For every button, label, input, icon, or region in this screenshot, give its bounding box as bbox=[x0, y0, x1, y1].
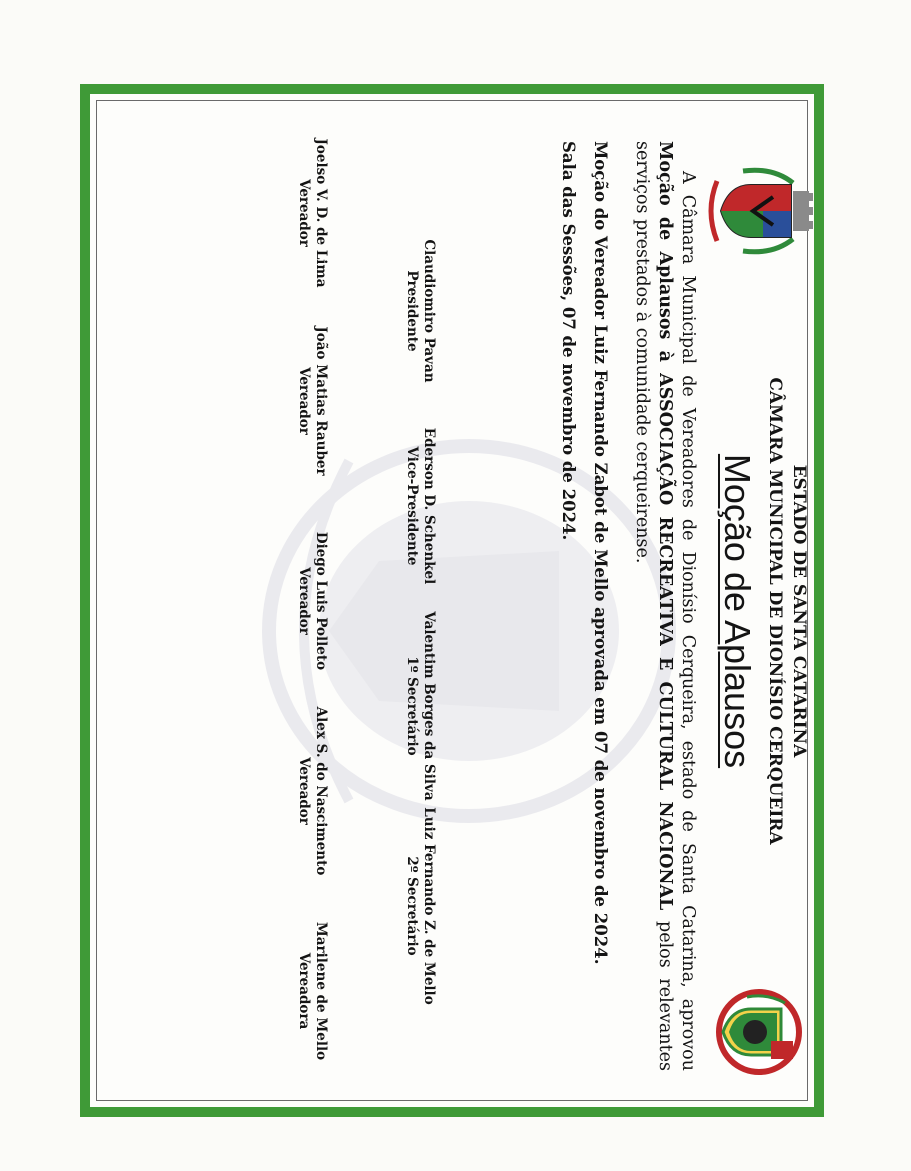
signer-role: 1º Secretário bbox=[404, 656, 420, 756]
signer-name: Claudiomiro Pavan bbox=[421, 239, 437, 383]
motion-text-part1: A Câmara Municipal de Vereadores de Dionísio Cerqueira, estado de Santa Catarina, aprovou bbox=[678, 171, 698, 1071]
signer-role: 2º Secretário bbox=[404, 856, 420, 956]
document-title: Moção de Aplausos bbox=[717, 453, 758, 769]
signer-role: Vereador bbox=[296, 567, 312, 635]
signer-name: Ederson D. Schenkel bbox=[421, 427, 437, 585]
signer-role: Vereadora bbox=[296, 952, 312, 1030]
signer-name: João Matias Rauber bbox=[313, 326, 329, 476]
signer-name: Alex S. do Nascimento bbox=[313, 706, 329, 876]
signature-block bbox=[403, 211, 437, 411]
green-frame bbox=[80, 84, 824, 1117]
session-date: Sala das Sessões, 07 de novembro de 2024. bbox=[559, 141, 578, 541]
signature-block bbox=[295, 501, 329, 701]
signature-block bbox=[403, 406, 437, 606]
signature-block bbox=[295, 113, 329, 313]
signer-name: Joelso V. D. de Lima bbox=[313, 138, 329, 288]
signature-block bbox=[295, 691, 329, 891]
signer-name: Diego Luis Polleto bbox=[313, 531, 329, 671]
signer-role: Vereador bbox=[296, 757, 312, 825]
signature-block bbox=[403, 806, 437, 1006]
inner-border bbox=[96, 100, 808, 1101]
signer-role: Vereador bbox=[296, 367, 312, 435]
signature-block bbox=[295, 891, 329, 1091]
signature-block bbox=[295, 301, 329, 501]
signer-role: Presidente bbox=[404, 270, 420, 352]
document-header bbox=[763, 301, 811, 921]
signer-name: Luiz Fernando Z. de Mello bbox=[421, 807, 437, 1005]
signature-block bbox=[403, 606, 437, 806]
approval-line: Moção do Vereador Luiz Fernando Zabot de Mello aprovada em 07 de novembro de 2024. bbox=[591, 141, 610, 965]
legislative-seal-icon bbox=[711, 989, 807, 1075]
signer-name: Valentim Borges da Silva bbox=[421, 611, 437, 801]
signer-role: Vice-Presidente bbox=[404, 446, 420, 566]
signer-role: Vereador bbox=[296, 179, 312, 247]
municipal-coat-of-arms-icon bbox=[703, 163, 813, 259]
certificate-content bbox=[97, 101, 819, 1112]
signer-name: Marilene de Mello bbox=[313, 921, 329, 1061]
motion-text bbox=[630, 141, 699, 1071]
state-name: ESTADO DE SANTA CATARINA bbox=[789, 464, 809, 758]
motion-text-emphasis: Moção de Aplausos à ASSOCIAÇÃO RECREATIVA E CULTURAL NACIONAL bbox=[655, 141, 675, 911]
chamber-name: CÂMARA MUNICIPAL DE DIONÍSIO CERQUEIRA bbox=[765, 377, 785, 845]
motion-text-part2: pelos relevantes serviços prestados à comunidade cerqueirense. bbox=[632, 141, 675, 1071]
